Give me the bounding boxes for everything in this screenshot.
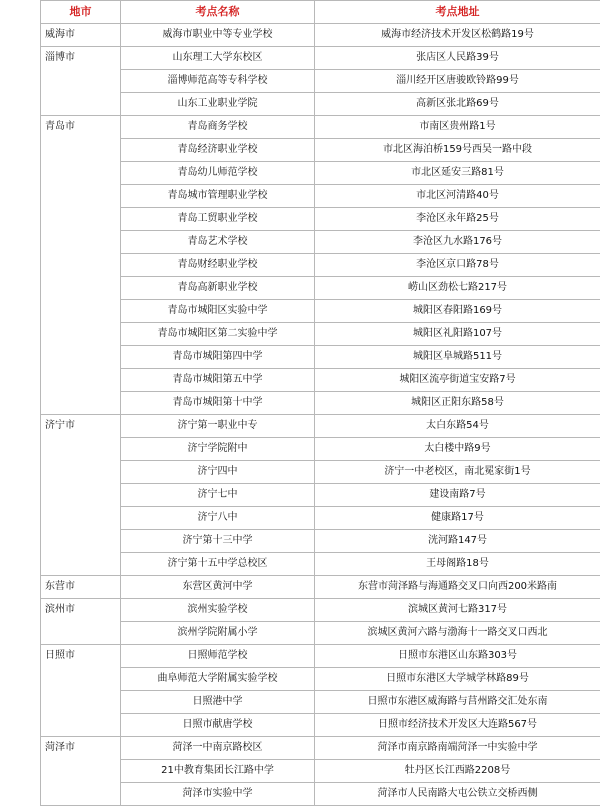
header-site-address: 考点地址 <box>315 1 600 24</box>
site-name-cell: 21中教育集团长江路中学 <box>121 760 315 783</box>
site-name-cell: 淄博师范高等专科学校 <box>121 70 315 93</box>
site-name-cell: 济宁四中 <box>121 461 315 484</box>
table-row <box>41 737 600 760</box>
site-address-cell: 城阳区春阳路169号 <box>315 300 600 323</box>
table-row <box>41 760 600 783</box>
table-row <box>41 530 600 553</box>
table-row <box>41 553 600 576</box>
region-cell <box>41 714 121 737</box>
site-address-cell: 滨城区黄河六路与渤海十一路交叉口西北 <box>315 622 600 645</box>
table-row <box>41 24 600 47</box>
table-row <box>41 622 600 645</box>
region-cell: 菏泽市 <box>41 737 121 760</box>
site-name-cell: 青岛市城阳区实验中学 <box>121 300 315 323</box>
region-cell: 东营市 <box>41 576 121 599</box>
site-name-cell: 青岛市城阳区第二实验中学 <box>121 323 315 346</box>
site-address-cell: 高新区张北路69号 <box>315 93 600 116</box>
site-address-cell: 洸河路147号 <box>315 530 600 553</box>
site-name-cell: 济宁第一职业中专 <box>121 415 315 438</box>
site-name-cell: 青岛高新职业学校 <box>121 277 315 300</box>
site-name-cell: 日照师范学校 <box>121 645 315 668</box>
table-row <box>41 484 600 507</box>
table-row <box>41 438 600 461</box>
table-row <box>41 507 600 530</box>
region-cell <box>41 553 121 576</box>
site-address-cell: 李沧区九水路176号 <box>315 231 600 254</box>
region-cell <box>41 438 121 461</box>
site-address-cell: 牡丹区长江西路2208号 <box>315 760 600 783</box>
region-cell: 滨州市 <box>41 599 121 622</box>
site-address-cell: 健康路17号 <box>315 507 600 530</box>
site-name-cell: 济宁七中 <box>121 484 315 507</box>
site-address-cell: 市北区海泊桥159号西吴一路中段 <box>315 139 600 162</box>
table-row <box>41 277 600 300</box>
table-row <box>41 231 600 254</box>
table-row <box>41 254 600 277</box>
region-cell <box>41 346 121 369</box>
site-address-cell: 城阳区流亭街道宝安路7号 <box>315 369 600 392</box>
region-cell: 青岛市 <box>41 116 121 139</box>
region-cell: 济宁市 <box>41 415 121 438</box>
site-name-cell: 曲阜师范大学附属实验学校 <box>121 668 315 691</box>
table-row <box>41 461 600 484</box>
site-name-cell: 日照市献唐学校 <box>121 714 315 737</box>
site-name-cell: 威海市职业中等专业学校 <box>121 24 315 47</box>
table-row <box>41 47 600 70</box>
site-address-cell: 城阳区正阳东路58号 <box>315 392 600 415</box>
site-address-cell: 菏泽市南京路南端菏泽一中实验中学 <box>315 737 600 760</box>
table-row <box>41 576 600 599</box>
region-cell <box>41 93 121 116</box>
region-cell <box>41 484 121 507</box>
site-address-cell: 日照市东港区大学城学林路89号 <box>315 668 600 691</box>
table-row <box>41 185 600 208</box>
region-cell: 淄博市 <box>41 47 121 70</box>
region-cell <box>41 231 121 254</box>
header-site-name: 考点名称 <box>121 1 315 24</box>
region-cell <box>41 691 121 714</box>
region-cell <box>41 208 121 231</box>
table-row <box>41 300 600 323</box>
site-name-cell: 日照港中学 <box>121 691 315 714</box>
region-cell <box>41 760 121 783</box>
site-name-cell: 济宁第十三中学 <box>121 530 315 553</box>
exam-site-table-container <box>40 0 600 806</box>
table-row <box>41 116 600 139</box>
table-row <box>41 599 600 622</box>
site-address-cell: 淄川经开区唐骏欧铃路99号 <box>315 70 600 93</box>
region-cell <box>41 392 121 415</box>
header-region: 地市 <box>41 1 121 24</box>
site-name-cell: 滨州学院附属小学 <box>121 622 315 645</box>
site-address-cell: 济宁一中老校区，南北冕家街1号 <box>315 461 600 484</box>
site-address-cell: 滨城区黄河七路317号 <box>315 599 600 622</box>
site-name-cell: 青岛艺术学校 <box>121 231 315 254</box>
region-cell: 威海市 <box>41 24 121 47</box>
site-address-cell: 王母阁路18号 <box>315 553 600 576</box>
region-cell <box>41 507 121 530</box>
site-name-cell: 山东理工大学东校区 <box>121 47 315 70</box>
table-row <box>41 346 600 369</box>
site-address-cell: 日照市经济技术开发区大连路567号 <box>315 714 600 737</box>
table-row <box>41 162 600 185</box>
table-row <box>41 323 600 346</box>
site-address-cell: 李沧区永年路25号 <box>315 208 600 231</box>
region-cell <box>41 461 121 484</box>
site-name-cell: 菏泽市实验中学 <box>121 783 315 806</box>
region-cell <box>41 369 121 392</box>
site-name-cell: 青岛城市管理职业学校 <box>121 185 315 208</box>
region-cell <box>41 162 121 185</box>
region-cell <box>41 254 121 277</box>
site-name-cell: 东营区黄河中学 <box>121 576 315 599</box>
region-cell: 日照市 <box>41 645 121 668</box>
site-address-cell: 建设南路7号 <box>315 484 600 507</box>
site-name-cell: 济宁八中 <box>121 507 315 530</box>
table-row <box>41 139 600 162</box>
table-row <box>41 208 600 231</box>
site-address-cell: 威海市经济技术开发区松鹤路19号 <box>315 24 600 47</box>
region-cell <box>41 783 121 806</box>
table-row <box>41 93 600 116</box>
site-name-cell: 滨州实验学校 <box>121 599 315 622</box>
site-address-cell: 张店区人民路39号 <box>315 47 600 70</box>
table-row <box>41 392 600 415</box>
site-name-cell: 青岛工贸职业学校 <box>121 208 315 231</box>
region-cell <box>41 622 121 645</box>
site-name-cell: 青岛市城阳第五中学 <box>121 369 315 392</box>
table-row <box>41 714 600 737</box>
table-header-row <box>41 1 600 24</box>
table-row <box>41 415 600 438</box>
site-address-cell: 市北区延安三路81号 <box>315 162 600 185</box>
site-address-cell: 太白楼中路9号 <box>315 438 600 461</box>
region-cell <box>41 323 121 346</box>
table-body <box>41 24 600 806</box>
site-address-cell: 日照市东港区威海路与莒州路交汇处东南 <box>315 691 600 714</box>
site-address-cell: 李沧区京口路78号 <box>315 254 600 277</box>
table-row <box>41 645 600 668</box>
region-cell <box>41 668 121 691</box>
region-cell <box>41 277 121 300</box>
region-cell <box>41 139 121 162</box>
site-name-cell: 青岛经济职业学校 <box>121 139 315 162</box>
table-row <box>41 70 600 93</box>
site-address-cell: 城阳区礼阳路107号 <box>315 323 600 346</box>
site-name-cell: 菏泽一中南京路校区 <box>121 737 315 760</box>
site-address-cell: 日照市东港区山东路303号 <box>315 645 600 668</box>
site-name-cell: 山东工业职业学院 <box>121 93 315 116</box>
site-address-cell: 城阳区阜城路511号 <box>315 346 600 369</box>
region-cell <box>41 185 121 208</box>
site-address-cell: 崂山区劲松七路217号 <box>315 277 600 300</box>
site-name-cell: 青岛商务学校 <box>121 116 315 139</box>
table-row <box>41 668 600 691</box>
site-name-cell: 济宁第十五中学总校区 <box>121 553 315 576</box>
site-name-cell: 青岛幼儿师范学校 <box>121 162 315 185</box>
site-name-cell: 青岛市城阳第四中学 <box>121 346 315 369</box>
site-name-cell: 青岛财经职业学校 <box>121 254 315 277</box>
site-address-cell: 市北区河清路40号 <box>315 185 600 208</box>
table-row <box>41 369 600 392</box>
region-cell <box>41 300 121 323</box>
site-name-cell: 济宁学院附中 <box>121 438 315 461</box>
table-row <box>41 783 600 806</box>
site-address-cell: 东营市菏泽路与海通路交叉口向西200米路南 <box>315 576 600 599</box>
region-cell <box>41 530 121 553</box>
site-address-cell: 菏泽市人民南路大屯公铁立交桥西侧 <box>315 783 600 806</box>
region-cell <box>41 70 121 93</box>
site-address-cell: 市南区贵州路1号 <box>315 116 600 139</box>
site-address-cell: 太白东路54号 <box>315 415 600 438</box>
site-name-cell: 青岛市城阳第十中学 <box>121 392 315 415</box>
table-row <box>41 691 600 714</box>
exam-site-table <box>40 0 600 806</box>
